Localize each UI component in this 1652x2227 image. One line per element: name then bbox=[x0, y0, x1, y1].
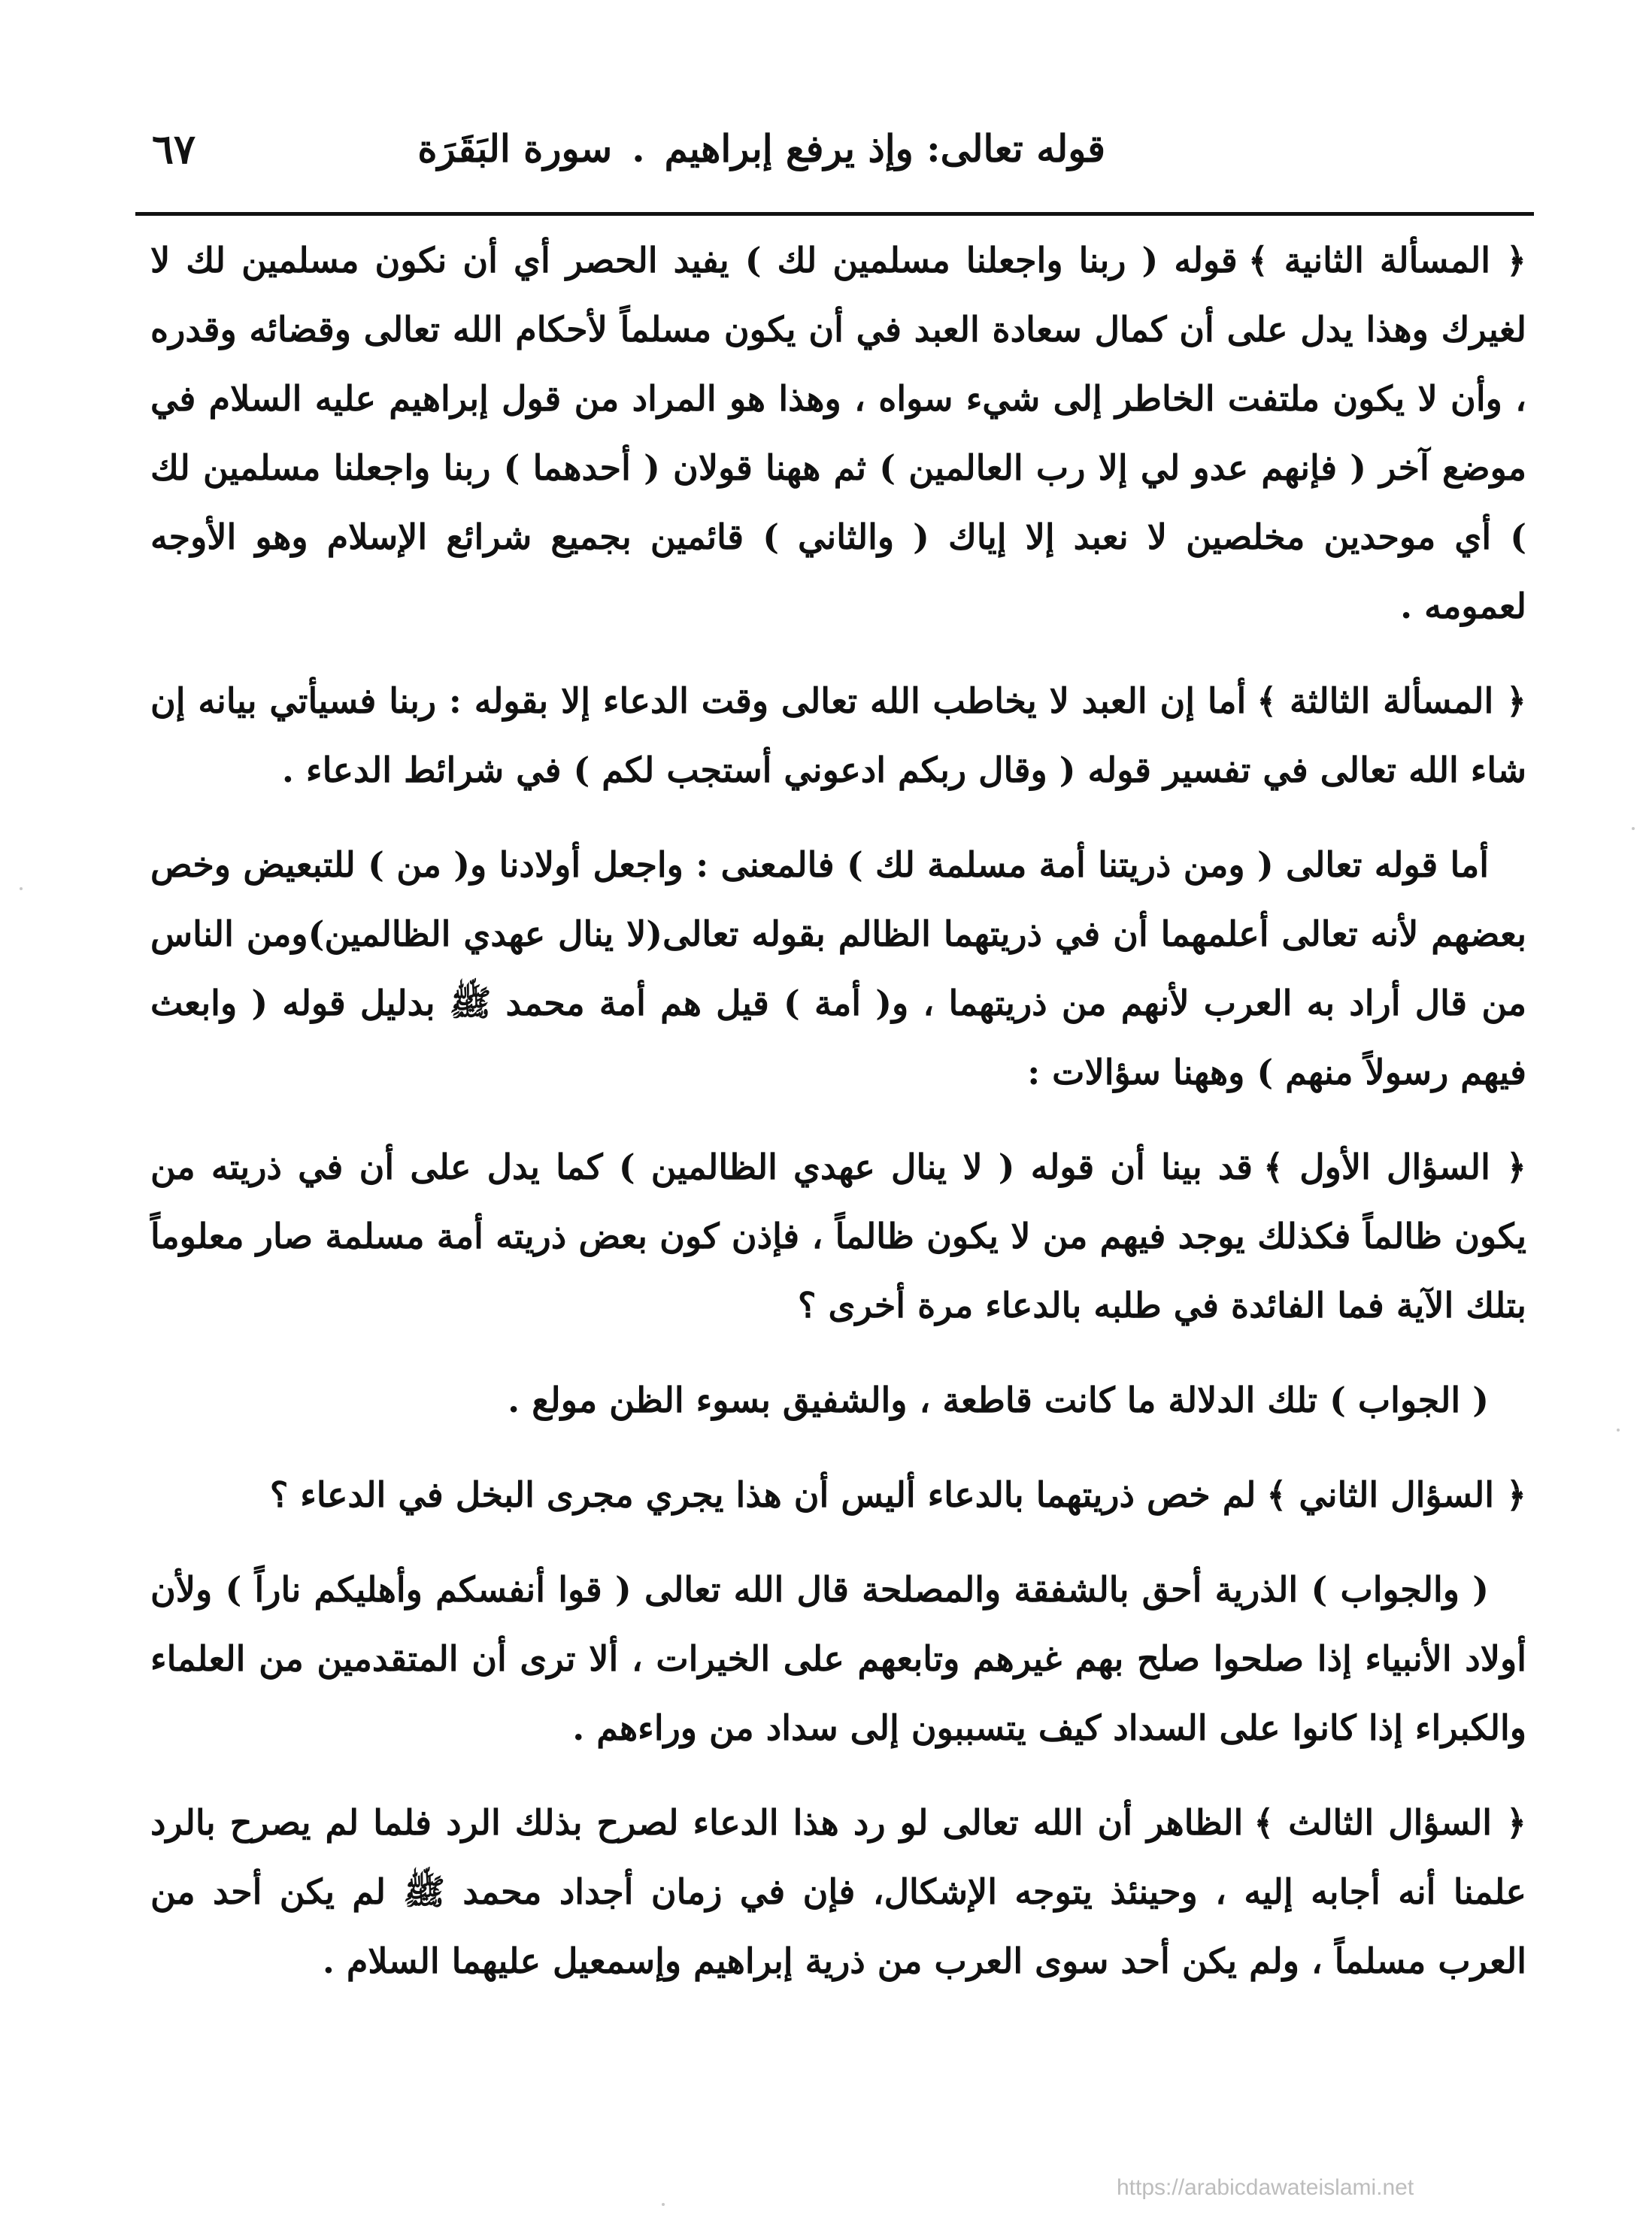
scan-speck bbox=[1632, 827, 1635, 830]
page-number: ٦٧ bbox=[152, 125, 196, 173]
paragraph-heading: ﴿ السؤال الثاني ﴾ bbox=[1266, 1474, 1526, 1515]
paragraph-heading: ﴿ المسألة الثالثة ﴾ bbox=[1256, 680, 1526, 721]
paragraph-question-2 bbox=[150, 1460, 1526, 1529]
paragraph-text: أما قوله تعالى ( ومن ذريتنا أمة مسلمة لك ) فالمعنى : واجعل أولادنا و( من ) للتبعيض وخص بعضهم لأنه تعالى أعلمهما أن في ذريتهما الظالم بقوله تعالى(لا ينال عهدي الظالمين)ومن الناس من قال أراد به العرب لأنهم من ذريتهما ، و( أمة ) قيل هم أمة محمد ﷺ بدليل قوله ( وابعث فيهم رسولاً منهم ) وههنا سؤالات : bbox=[150, 844, 1526, 1092]
paragraph-masala-2 bbox=[150, 226, 1526, 641]
paragraph-heading: ﴿ السؤال الأول ﴾ bbox=[1263, 1147, 1527, 1187]
running-title-separator: . bbox=[632, 126, 645, 171]
running-title bbox=[417, 126, 1105, 171]
paragraph-text: أما إن العبد لا يخاطب الله تعالى وقت الدعاء إلا بقوله : ربنا فسيأتي بيانه إن شاء الله تعالى في تفسير قوله ( وقال ربكم ادعوني أستجب لكم ) في شرائط الدعاء . bbox=[150, 680, 1526, 790]
paragraph-text: لم خص ذريتهما بالدعاء أليس أن هذا يجري مجرى البخل في الدعاء ؟ bbox=[269, 1474, 1256, 1515]
paragraph-text: ( والجواب ) الذرية أحق بالشفقة والمصلحة قال الله تعالى ( قوا أنفسكم وأهليكم ناراً ) ولأن أولاد الأنبياء إذا صلحوا صلح بهم غيرهم وتابعهم على الخيرات ، ألا ترى أن المتقدمين من العلماء والكبراء إذا كانوا على السداد كيف يتسببون إلى سداد من وراءهم . bbox=[150, 1569, 1526, 1748]
page-header bbox=[143, 113, 1526, 195]
paragraph-answer-2 bbox=[150, 1555, 1526, 1762]
paragraph-text: ( الجواب ) تلك الدلالة ما كانت قاطعة ، والشفيق بسوء الظن مولع . bbox=[508, 1380, 1489, 1420]
surah-name: سورة البَقَرَة bbox=[417, 126, 613, 171]
paragraph-text: قد بينا أن قوله ( لا ينال عهدي الظالمين ) كما يدل على أن في ذريته من يكون ظالماً فكذلك يوجد فيهم من لا يكون ظالماً ، فإذن كون بعض ذريته أمة مسلمة صار معلوماً بتلك الآية فما الفائدة في طلبه بالدعاء مرة أخرى ؟ bbox=[150, 1147, 1526, 1326]
page-body bbox=[150, 226, 1526, 2021]
header-divider bbox=[135, 212, 1534, 216]
running-title-verse: قوله تعالى: وإذ يرفع إبراهيم bbox=[664, 126, 1105, 171]
source-watermark: https://arabicdawateislami.net bbox=[1117, 2175, 1414, 2200]
scan-speck bbox=[1617, 1429, 1620, 1432]
paragraph-question-3 bbox=[150, 1788, 1526, 1995]
scan-speck bbox=[662, 2203, 665, 2206]
paragraph-heading: ﴿ المسألة الثانية ﴾ bbox=[1247, 240, 1527, 280]
paragraph-answer-1 bbox=[150, 1365, 1526, 1435]
paragraph-text: الظاهر أن الله تعالى لو رد هذا الدعاء لصرح بذلك الرد فلما لم يصرح بالرد علمنا أنه أجابه إليه ، وحينئذ يتوجه الإشكال، فإن في زمان أجداد محمد ﷺ لم يكن أحد من العرب مسلماً ، ولم يكن أحد سوى العرب من ذرية إبراهيم وإسمعيل عليهما السلام . bbox=[150, 1802, 1526, 1981]
paragraph-question-1 bbox=[150, 1132, 1526, 1340]
scan-speck bbox=[20, 887, 23, 890]
paragraph-min-dhurriyyatina bbox=[150, 830, 1526, 1107]
paragraph-heading: ﴿ السؤال الثالث ﴾ bbox=[1253, 1802, 1527, 1843]
paragraph-text: قوله ( ربنا واجعلنا مسلمين لك ) يفيد الحصر أي أن نكون مسلمين لك لا لغيرك وهذا يدل على أن كمال سعادة العبد في أن يكون مسلماً لأحكام الله تعالى وقضائه وقدره ، وأن لا يكون ملتفت الخاطر إلى شيء سواه ، وهذا هو المراد من قول إبراهيم عليه السلام في موضع آخر ( فإنهم عدو لي إلا رب العالمين ) ثم ههنا قولان ( أحدهما ) ربنا واجعلنا مسلمين لك ) أي موحدين مخلصين لا نعبد إلا إياك ( والثاني ) قائمين بجميع شرائع الإسلام وهو الأوجه لعمومه . bbox=[150, 240, 1526, 626]
paragraph-masala-3 bbox=[150, 666, 1526, 804]
